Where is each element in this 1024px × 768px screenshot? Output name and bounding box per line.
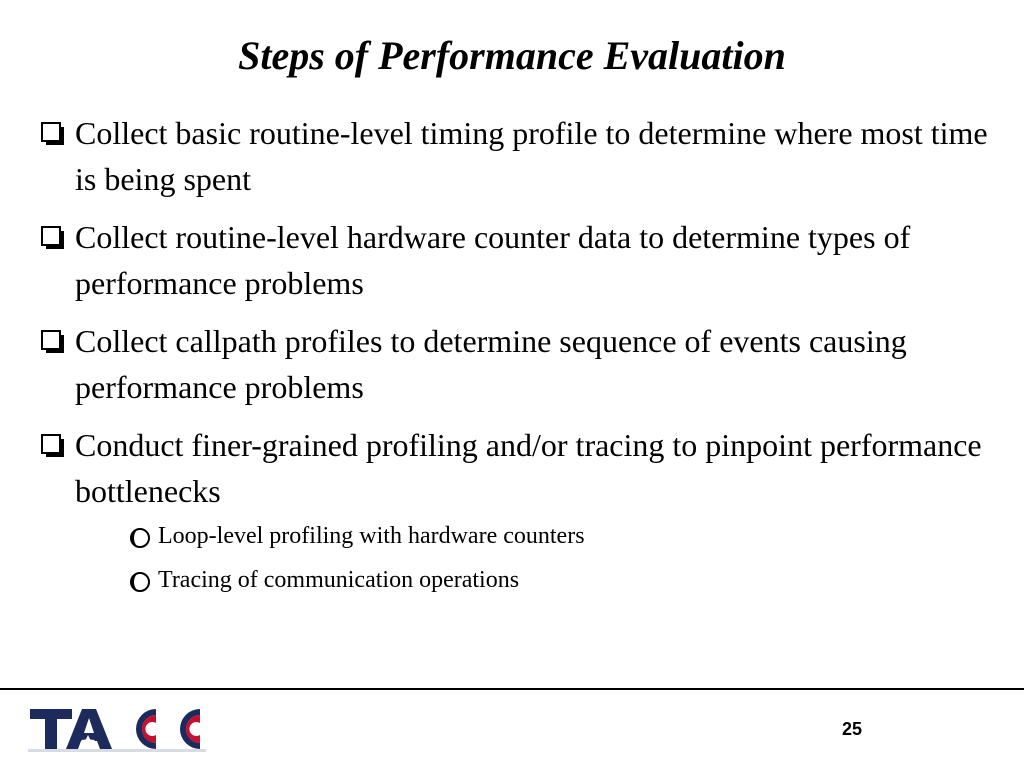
bullet-item <box>38 214 1008 306</box>
square-box-icon <box>38 119 68 149</box>
bullet-item <box>38 110 1008 202</box>
square-box-icon <box>38 223 68 253</box>
subbullet-item <box>128 514 1008 558</box>
square-box-icon <box>38 431 68 461</box>
bullet-text: Collect basic routine-level timing profile to determine where most time is being spent <box>75 115 988 197</box>
square-box-icon <box>38 327 68 357</box>
bullet-text: Collect callpath profiles to determine sequence of events causing performance problems <box>75 323 907 405</box>
subbullet-item <box>128 558 1008 602</box>
bullet-item <box>38 422 1008 602</box>
crescent-circle-icon <box>128 570 152 594</box>
slide-title: Steps of Performance Evaluation <box>238 33 786 78</box>
page-number: 25 <box>841 719 862 739</box>
subbullet-list <box>128 514 1008 602</box>
crescent-circle-icon <box>128 526 152 550</box>
tacc-logo <box>28 705 206 753</box>
bullet-text: Collect routine-level hardware counter data to determine types of performance problems <box>75 219 911 301</box>
bullet-item <box>38 318 1008 410</box>
subbullet-text: Tracing of communication operations <box>158 567 520 593</box>
footer-divider <box>0 688 1024 690</box>
bullet-text: Conduct finer-grained profiling and/or tracing to pinpoint performance bottlenecks <box>75 427 982 509</box>
bullet-list <box>38 110 1008 614</box>
subbullet-text: Loop-level profiling with hardware counters <box>158 523 585 549</box>
